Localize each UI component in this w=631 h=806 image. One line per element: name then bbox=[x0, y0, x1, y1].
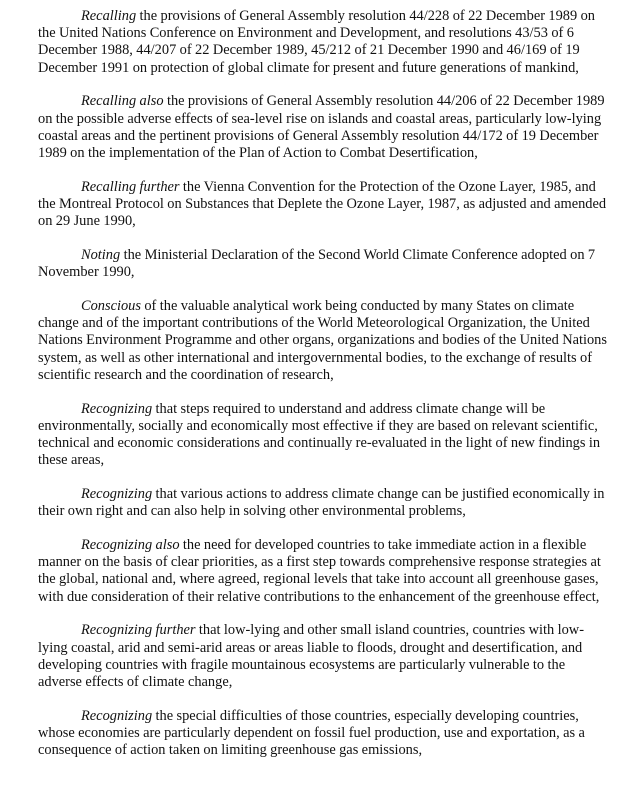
paragraph-lead: Recognizing bbox=[81, 486, 153, 503]
paragraph-lead: Recalling further bbox=[81, 178, 180, 195]
paragraph-text: the Vienna Convention for the Protection of the Ozone Layer, 1985, and the Montreal Protocol on Substances that Deplete the Ozone Layer, 1987, as adjusted and amended on 29 June 1990, bbox=[38, 178, 607, 230]
preamble-paragraph bbox=[38, 537, 610, 606]
paragraph-text: the special difficulties of those countries, especially developing countries, whose economies are particularly dependent on fossil fuel production, use and exportation, as a consequence of action taken on limiting greenhouse gas emissions, bbox=[38, 707, 585, 759]
paragraph-lead: Noting bbox=[81, 247, 121, 264]
paragraph-lead: Recognizing bbox=[81, 400, 153, 417]
paragraph-text: that steps required to understand and address climate change will be environmentally, socially and economically most effective if they are based on relevant scientific, technical and economic considerations and continually re-evaluated in the light of new findings in these areas, bbox=[38, 400, 601, 469]
paragraph-text: the provisions of General Assembly resolution 44/206 of 22 December 1989 on the possible adverse effects of sea-level rise on islands and coastal areas, particularly low-lying coastal areas and the pertinent provisions of General Assembly resolution 44/172 of 19 December 1989 on the implementation of the Plan of Action to Combat Desertification, bbox=[38, 93, 605, 162]
paragraph-lead: Recognizing further bbox=[81, 622, 196, 639]
paragraph-text: that various actions to address climate change can be justified economically in their own right and can also help in solving other environmental problems, bbox=[38, 486, 605, 520]
paragraph-lead: Recognizing bbox=[81, 707, 153, 724]
paragraph-lead: Recalling also bbox=[81, 93, 164, 110]
document-page bbox=[38, 8, 610, 776]
paragraph-text: the provisions of General Assembly resolution 44/228 of 22 December 1989 on the United Nations Conference on Environment and Development, and resolutions 43/53 of 6 December 1988, 44/207 of 22 December 1989, 45/212 of 21 December 1990 and 46/169 of 19 December 1991 on protection of global climate for present and future generations of mankind, bbox=[38, 8, 595, 76]
paragraph-text: the need for developed countries to take immediate action in a flexible manner on the basis of clear priorities, as a first step towards comprehensive response strategies at the global, national and, where agreed, regional levels that take into account all greenhouse gases, with due consideration of their relative contributions to the enhancement of the greenhouse effect, bbox=[38, 537, 601, 605]
preamble-paragraph bbox=[38, 622, 610, 691]
preamble-paragraph bbox=[38, 401, 610, 470]
paragraph-lead: Conscious bbox=[81, 298, 141, 315]
paragraph-text: the Ministerial Declaration of the Second World Climate Conference adopted on 7 November 1990, bbox=[38, 247, 596, 281]
preamble-paragraph bbox=[38, 486, 610, 520]
paragraph-lead: Recalling bbox=[81, 8, 137, 24]
preamble-paragraph bbox=[38, 247, 610, 281]
paragraph-text: that low-lying and other small island countries, countries with low-lying coastal, arid and semi-arid areas or areas liable to floods, drought and desertification, and developing countries with fragile mountainous ecosystems are particularly vulnerable to the adverse effects of climate change, bbox=[38, 622, 584, 691]
preamble-paragraph bbox=[38, 179, 610, 231]
preamble-paragraph bbox=[38, 298, 610, 384]
preamble-paragraph bbox=[38, 708, 610, 760]
preamble-paragraph bbox=[38, 8, 610, 77]
paragraph-lead: Recognizing also bbox=[81, 537, 180, 554]
preamble-paragraph bbox=[38, 93, 610, 162]
paragraph-text: of the valuable analytical work being conducted by many States on climate change and of the important contributions of the World Meteorological Organization, the United Nations Environment Programme and other organs, organizations and bodies of the United Nations system, as well as other international and intergovernmental bodies, to the exchange of results of scientific research and the coordination of research, bbox=[38, 298, 607, 383]
